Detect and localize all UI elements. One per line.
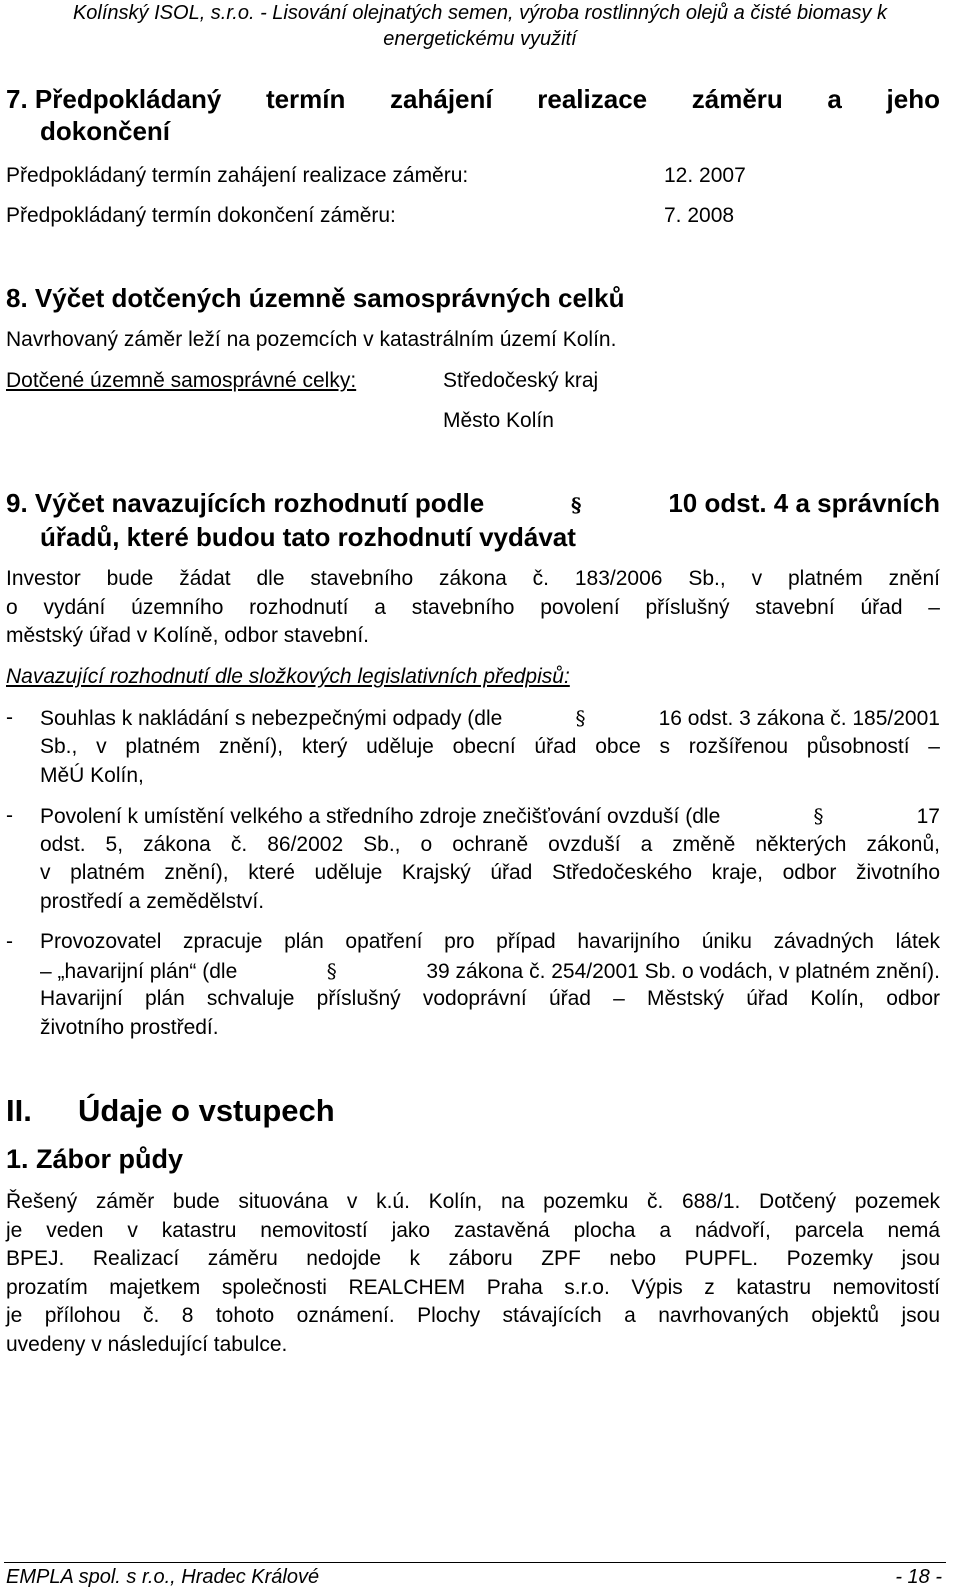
land-use-line-3: BPEJ. Realizací záměru nedojde k záboru ZPF nebo PUPFL. Pozemky jsou <box>6 1247 940 1270</box>
land-use-line-2: je veden v katastru nemovitostí jako zastavěná plocha a nádvoří, parcela nemá <box>6 1219 940 1242</box>
municipality-label: Dotčené územně samosprávné celky: <box>6 369 357 392</box>
bullet-1-line-1 <box>40 706 940 731</box>
text-part: 16 odst. 3 zákona č. 185/2001 <box>658 707 940 730</box>
text-part: 17 <box>916 805 940 828</box>
start-date-label: Předpokládaný termín zahájení realizace záměru: <box>6 164 469 187</box>
text-part: Souhlas k nakládání s nebezpečnými odpady (dle <box>40 707 503 730</box>
text-part: – „havarijní plán“ (dle <box>40 960 238 983</box>
bullet-dash: - <box>6 930 13 953</box>
land-use-heading: 1. Zábor půdy <box>6 1144 184 1174</box>
header-line-2: energetickému využití <box>383 28 577 50</box>
end-date-label: Předpokládaný termín dokončení záměru: <box>6 204 396 227</box>
section-9-heading <box>6 488 940 519</box>
land-use-line-6: uvedeny v následující tabulce. <box>6 1333 288 1356</box>
footer-rule <box>4 1562 946 1563</box>
heading-word: realizace <box>537 84 648 114</box>
bullet-3-line-4: životního prostředí. <box>40 1016 219 1039</box>
section-9-paragraph-line-3: městský úřad v Kolíně, odbor stavební. <box>6 624 370 647</box>
bullet-2-line-1 <box>40 804 940 829</box>
heading-part: 9. Výčet navazujících rozhodnutí podle <box>6 488 485 518</box>
bullet-dash: - <box>6 706 13 729</box>
section-9-paragraph-line-2: o vydání územního rozhodnutí a stavebního povolení příslušný stavební úřad – <box>6 596 940 619</box>
end-date-value: 7. 2008 <box>664 204 735 227</box>
section-sign: § <box>575 706 586 730</box>
section-sign: § <box>813 804 824 828</box>
land-use-line-1: Řešený záměr bude situována v k.ú. Kolín, na pozemku č. 688/1. Dotčený pozemek <box>6 1190 940 1213</box>
page-number: - 18 - <box>895 1566 942 1588</box>
heading-part: 10 odst. 4 a správních <box>668 488 940 518</box>
part-2-title: Údaje o vstupech <box>78 1093 335 1128</box>
section-9-heading-line-2: úřadů, které budou tato rozhodnutí vydávat <box>40 522 576 552</box>
text-part: Povolení k umístění velkého a středního zdroje znečišťování ovzduší (dle <box>40 805 721 828</box>
section-7-heading <box>6 84 940 115</box>
land-use-line-4: prozatím majetkem společnosti REALCHEM Praha s.r.o. Výpis z katastru nemovitostí <box>6 1276 940 1299</box>
heading-word: a <box>827 84 842 114</box>
bullet-3-line-2 <box>40 959 940 984</box>
land-use-line-5: je přílohou č. 8 tohoto oznámení. Plochy stávajících a navrhovaných objektů jsou <box>6 1304 940 1327</box>
part-2-numeral: II. <box>6 1093 32 1128</box>
heading-word: zahájení <box>390 84 493 114</box>
municipality-city: Město Kolín <box>443 409 554 432</box>
bullet-2-line-2: odst. 5, zákona č. 86/2002 Sb., o ochraně ovzduší a změně některých zákonů, <box>40 833 940 856</box>
bullet-3-line-1: Provozovatel zpracuje plán opatření pro případ havarijního úniku závadných látek <box>40 930 940 953</box>
section-7-heading-line-2: dokončení <box>40 116 171 146</box>
header-line-1: Kolínský ISOL, s.r.o. - Lisování olejnatých semen, výroba rostlinných olejů a čisté biomasy k <box>72 2 888 24</box>
heading-word: termín <box>265 84 346 114</box>
page-header <box>0 0 960 52</box>
footer-company: EMPLA spol. s r.o., Hradec Králové <box>6 1566 320 1588</box>
legislative-subheading: Navazující rozhodnutí dle složkových legislativních předpisů: <box>6 665 570 688</box>
section-8-text: Navrhovaný záměr leží na pozemcích v katastrálním území Kolín. <box>6 328 617 351</box>
bullet-3-line-3: Havarijní plán schvaluje příslušný vodoprávní úřad – Městský úřad Kolín, odbor <box>40 987 940 1010</box>
text-part: 39 zákona č. 254/2001 Sb. o vodách, v platném znění). <box>426 960 940 983</box>
bullet-dash: - <box>6 804 13 827</box>
section-9-paragraph-line-1: Investor bude žádat dle stavebního zákona č. 183/2006 Sb., v platném znění <box>6 567 940 590</box>
heading-word: jeho <box>886 84 940 114</box>
start-date-value: 12. 2007 <box>664 164 746 187</box>
municipality-region: Středočeský kraj <box>443 369 599 392</box>
bullet-1-line-2: Sb., v platném znění), který uděluje obecní úřad obce s rozšířenou působností – <box>40 735 940 758</box>
heading-word: záměru <box>691 84 783 114</box>
section-sign: § <box>326 959 337 983</box>
section-8-heading: 8. Výčet dotčených územně samosprávných celků <box>6 283 625 313</box>
bullet-2-line-4: prostředí a zemědělství. <box>40 890 265 913</box>
section-sign: § <box>571 493 582 517</box>
bullet-1-line-3: MěÚ Kolín, <box>40 764 144 787</box>
bullet-2-line-3: v platném znění), které uděluje Krajský úřad Středočeského kraje, odbor životního <box>40 861 940 884</box>
heading-word: 7. Předpokládaný <box>6 84 222 114</box>
